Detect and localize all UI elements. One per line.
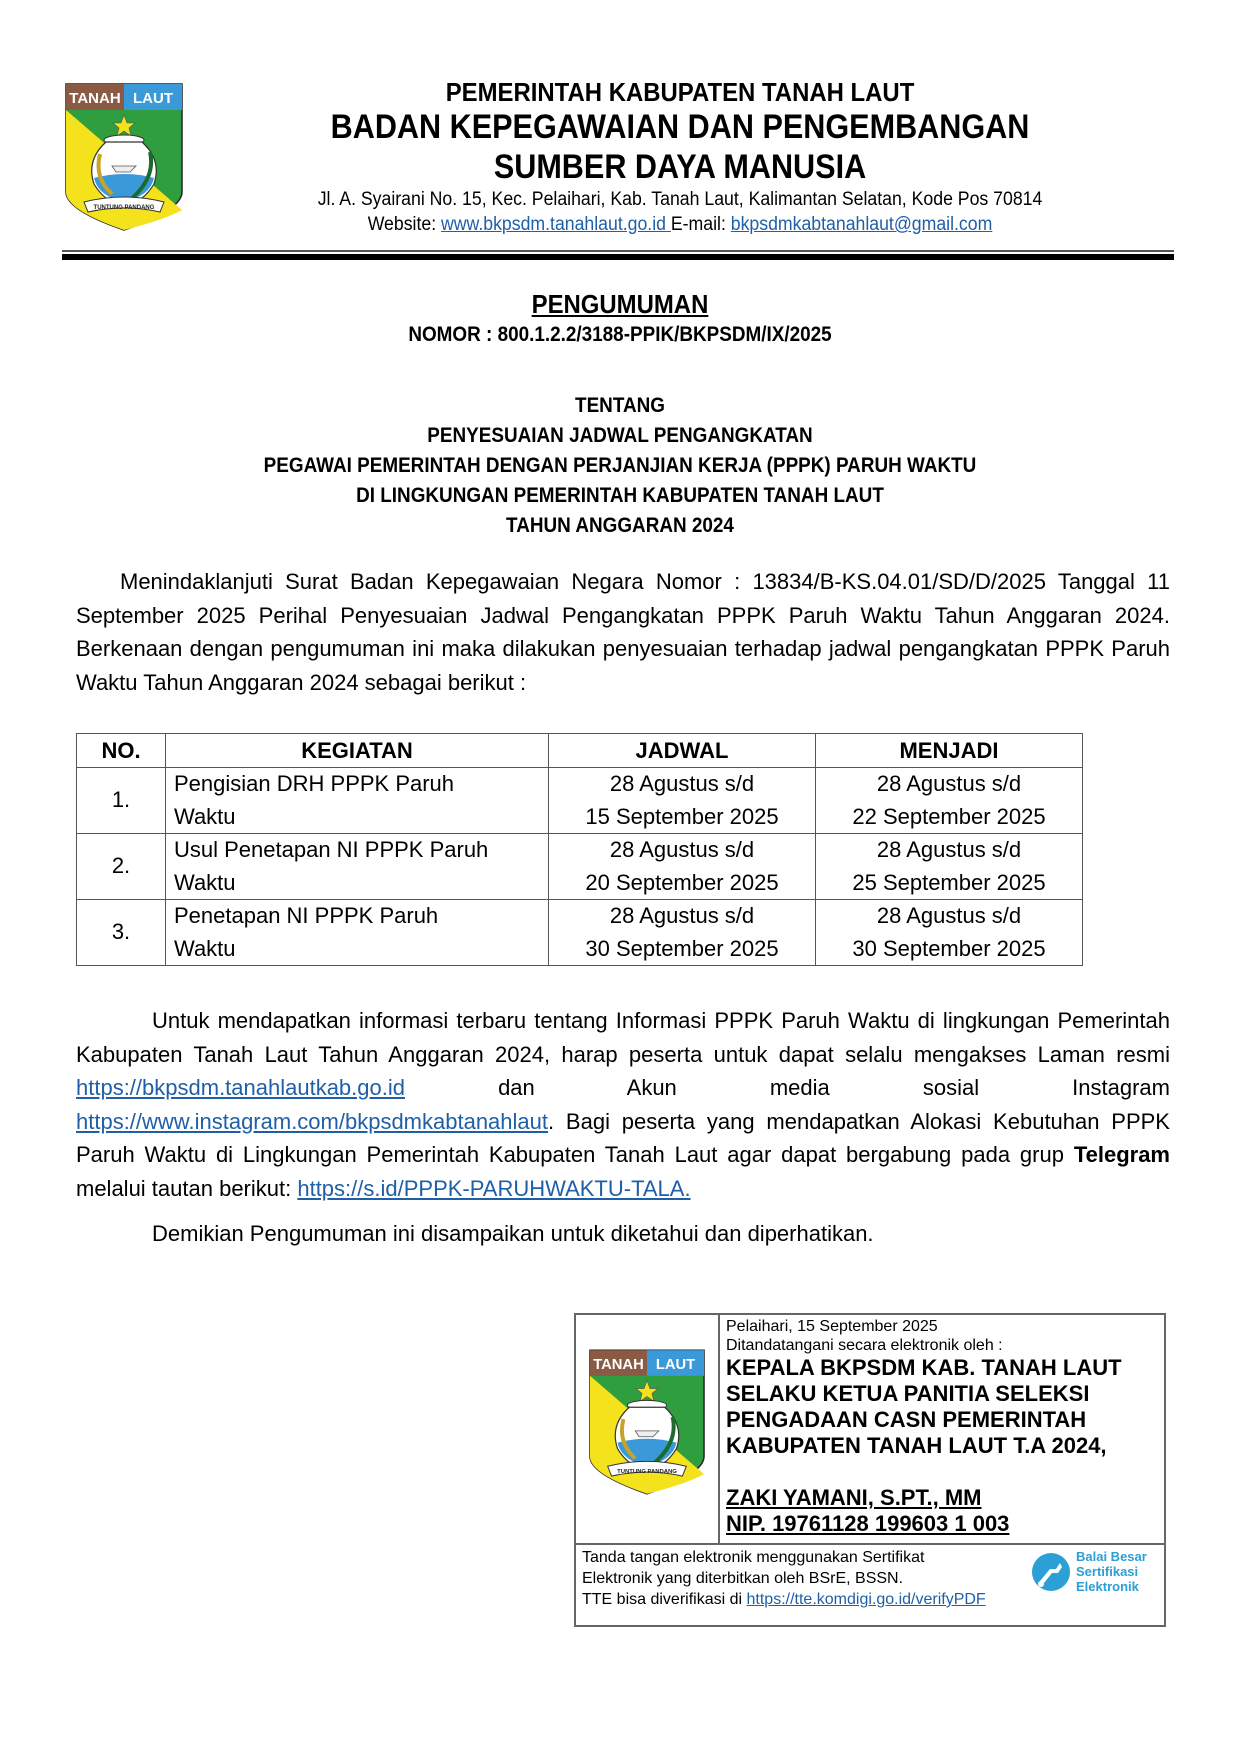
announcement-heading: PENGUMUMAN — [531, 289, 709, 319]
signer-position: SELAKU KETUA PANITIA SELEKSI — [726, 1381, 1090, 1406]
website-label: Website: — [367, 214, 442, 235]
bsre-line: Balai Besar — [1076, 1549, 1147, 1564]
agency-address: Jl. A. Syairani No. 15, Kec. Pelaihari, Kab. Tanah Laut, Kalimantan Selatan, Kode Pos 70814 — [317, 189, 1043, 210]
cell-line: 15 September 2025 — [585, 803, 779, 829]
subject-line: PENYESUAIAN JADWAL PENGANGKATAN — [427, 424, 813, 447]
cell-no: 2. — [77, 834, 166, 900]
official-site-link[interactable]: https://bkpsdm.tanahlautkab.go.id — [76, 1075, 405, 1100]
cell-line: 28 Agustus s/d — [609, 771, 755, 796]
regency-logo — [64, 82, 184, 232]
signer-name: ZAKI YAMANI, S.PT., MM — [726, 1485, 982, 1510]
agency-name-line1: BADAN KEPEGAWAIAN DAN PENGEMBANGAN — [330, 108, 1030, 146]
cell-line: 28 Agustus s/d — [876, 903, 1022, 928]
letterhead-divider-thin — [62, 250, 1174, 252]
tanah-laut-emblem-icon — [64, 82, 184, 232]
cell-no: 1. — [77, 768, 166, 834]
signer-nip: NIP. 19761128 199603 1 003 — [726, 1511, 1010, 1536]
header-jadwal: JADWAL — [549, 734, 816, 768]
government-name: PEMERINTAH KABUPATEN TANAH LAUT — [445, 77, 915, 107]
cell-line: 25 September 2025 — [852, 869, 1046, 895]
bsre-label — [1076, 1549, 1147, 1594]
intro-paragraph — [76, 565, 1170, 699]
certificate-line: Tanda tangan elektronik menggunakan Sertifikat — [582, 1549, 925, 1566]
header-no: NO. — [77, 734, 166, 768]
electronic-signature-box — [574, 1313, 1166, 1627]
cell-line: Waktu — [174, 935, 236, 961]
telegram-label: Telegram — [1073, 1142, 1170, 1167]
info-text: melalui tautan berikut: — [76, 1175, 298, 1201]
subject-line: PEGAWAI PEMERINTAH DENGAN PERJANJIAN KERJA (PPPK) PARUH WAKTU — [263, 454, 977, 477]
header-kegiatan: KEGIATAN — [166, 734, 549, 768]
email-link[interactable]: bkpsdmkabtanahlaut@gmail.com — [730, 214, 993, 235]
announcement-title — [100, 287, 1140, 541]
cell-line: 28 Agustus s/d — [609, 837, 755, 862]
cell-line: 20 September 2025 — [585, 869, 779, 895]
announcement-number: NOMOR : 800.1.2.2/3188-PPIK/BKPSDM/IX/2025 — [408, 323, 832, 346]
signature-text — [726, 1317, 1162, 1537]
cell-line: 28 Agustus s/d — [876, 771, 1022, 796]
cell-menjadi — [816, 768, 1083, 834]
signer-position: KABUPATEN TANAH LAUT T.A 2024, — [726, 1433, 1107, 1458]
cell-jadwal — [549, 900, 816, 966]
cell-kegiatan — [166, 834, 549, 900]
svg-text:TUNTUNG PANDANG: TUNTUNG PANDANG — [617, 1469, 677, 1476]
verify-pdf-link[interactable]: https://tte.komdigi.go.id/verifyPDF — [746, 1591, 986, 1608]
tanah-laut-emblem-icon — [588, 1347, 706, 1497]
telegram-group-link[interactable]: https://s.id/PPPK-PARUHWAKTU-TALA. — [297, 1175, 691, 1201]
cell-line: 28 Agustus s/d — [876, 837, 1022, 862]
bsre-line: Elektronik — [1076, 1579, 1139, 1594]
about-label: TENTANG — [575, 394, 665, 417]
bsre-emblem-icon — [1030, 1551, 1072, 1593]
letterhead-divider-thick — [62, 254, 1174, 260]
table-row — [77, 900, 1083, 966]
signature-logo-cell — [576, 1315, 720, 1543]
cell-menjadi — [816, 900, 1083, 966]
svg-text:LAUT: LAUT — [655, 1356, 696, 1373]
intro-text: Menindaklanjuti Surat Badan Kepegawaian Negara Nomor : 13834/B-KS.04.01/SD/D/2025 Tanggal 11 September 2025 Perihal Penyesuaian Jadwal Pengangkatan PPPK Paruh Waktu Tahun Anggaran 2024. Berkenaan dengan pengumuman ini maka dilakukan penyesuaian terhadap jadwal pengangkatan PPPK Paruh Waktu Tahun Anggaran 2024 sebagai berikut : — [76, 569, 1170, 695]
subject-line: TAHUN ANGGARAN 2024 — [506, 514, 734, 537]
cell-line: 30 September 2025 — [585, 935, 779, 961]
agency-name-line2: SUMBER DAYA MANUSIA — [493, 148, 867, 186]
cell-line: Usul Penetapan NI PPPK Paruh — [174, 837, 489, 862]
letterhead — [230, 76, 1130, 237]
schedule-table — [76, 733, 1083, 966]
info-paragraph — [76, 1004, 1170, 1205]
cell-line: Penetapan NI PPPK Paruh — [174, 903, 439, 928]
website-link[interactable]: www.bkpsdm.tanahlaut.go.id — [441, 214, 671, 235]
subject-line: DI LINGKUNGAN PEMERINTAH KABUPATEN TANAH LAUT — [356, 484, 884, 507]
instagram-link[interactable]: https://www.instagram.com/bkpsdmkabtanahlaut — [76, 1108, 549, 1134]
info-text: dan Akun media sosial Instagram — [405, 1075, 1170, 1100]
certificate-note — [576, 1543, 1164, 1627]
table-row — [77, 768, 1083, 834]
cell-kegiatan — [166, 768, 549, 834]
signed-by-label: Ditandatangani secara elektronik oleh : — [726, 1337, 1003, 1354]
cell-no: 3. — [77, 900, 166, 966]
cell-menjadi — [816, 834, 1083, 900]
closing-paragraph — [76, 1217, 1170, 1251]
cell-jadwal — [549, 768, 816, 834]
signer-position: KEPALA BKPSDM KAB. TANAH LAUT — [726, 1355, 1122, 1380]
verify-label: TTE bisa diverifikasi di — [582, 1591, 747, 1608]
table-row — [77, 834, 1083, 900]
email-label: E-mail: — [670, 214, 731, 235]
certificate-text — [582, 1547, 986, 1610]
header-menjadi: MENJADI — [816, 734, 1083, 768]
regency-logo-small — [588, 1347, 706, 1497]
bsre-logo — [1030, 1549, 1160, 1597]
cell-line: Waktu — [174, 803, 236, 829]
svg-text:TUNTUNG PANDANG: TUNTUNG PANDANG — [93, 205, 155, 211]
cell-line: Pengisian DRH PPPK Paruh — [174, 771, 455, 796]
cell-line: 30 September 2025 — [852, 935, 1046, 961]
cell-line: 28 Agustus s/d — [609, 903, 755, 928]
certificate-line — [582, 1589, 986, 1610]
cell-kegiatan — [166, 900, 549, 966]
certificate-line: Elektronik yang diterbitkan oleh BSrE, BSSN. — [582, 1570, 904, 1587]
table-header-row — [77, 734, 1083, 768]
info-text: . Bagi peserta yang mendapatkan Alokasi Kebutuhan PPPK Paruh Waktu di Lingkungan Pemerintah Kabupaten Tanah Laut agar dapat bergabung pada grup — [76, 1108, 1170, 1167]
cell-line: 22 September 2025 — [852, 803, 1046, 829]
signer-position: PENGADAAN CASN PEMERINTAH — [726, 1407, 1087, 1432]
svg-text:LAUT: LAUT — [133, 90, 173, 107]
closing-text: Demikian Pengumuman ini disampaikan untuk diketahui dan diperhatikan. — [152, 1221, 874, 1246]
place-date: Pelaihari, 15 September 2025 — [726, 1318, 938, 1335]
svg-text:TANAH: TANAH — [69, 90, 121, 107]
contact-line — [262, 213, 1099, 237]
cell-line: Waktu — [174, 869, 236, 895]
bsre-line: Sertifikasi — [1076, 1564, 1139, 1579]
cell-jadwal — [549, 834, 816, 900]
info-text: Untuk mendapatkan informasi terbaru tentang Informasi PPPK Paruh Waktu di lingkungan Pemerintah Kabupaten Tanah Laut Tahun Anggaran 2024, harap peserta untuk dapat selalu mengakses Laman resmi — [76, 1008, 1170, 1067]
svg-text:TANAH: TANAH — [593, 1356, 644, 1373]
